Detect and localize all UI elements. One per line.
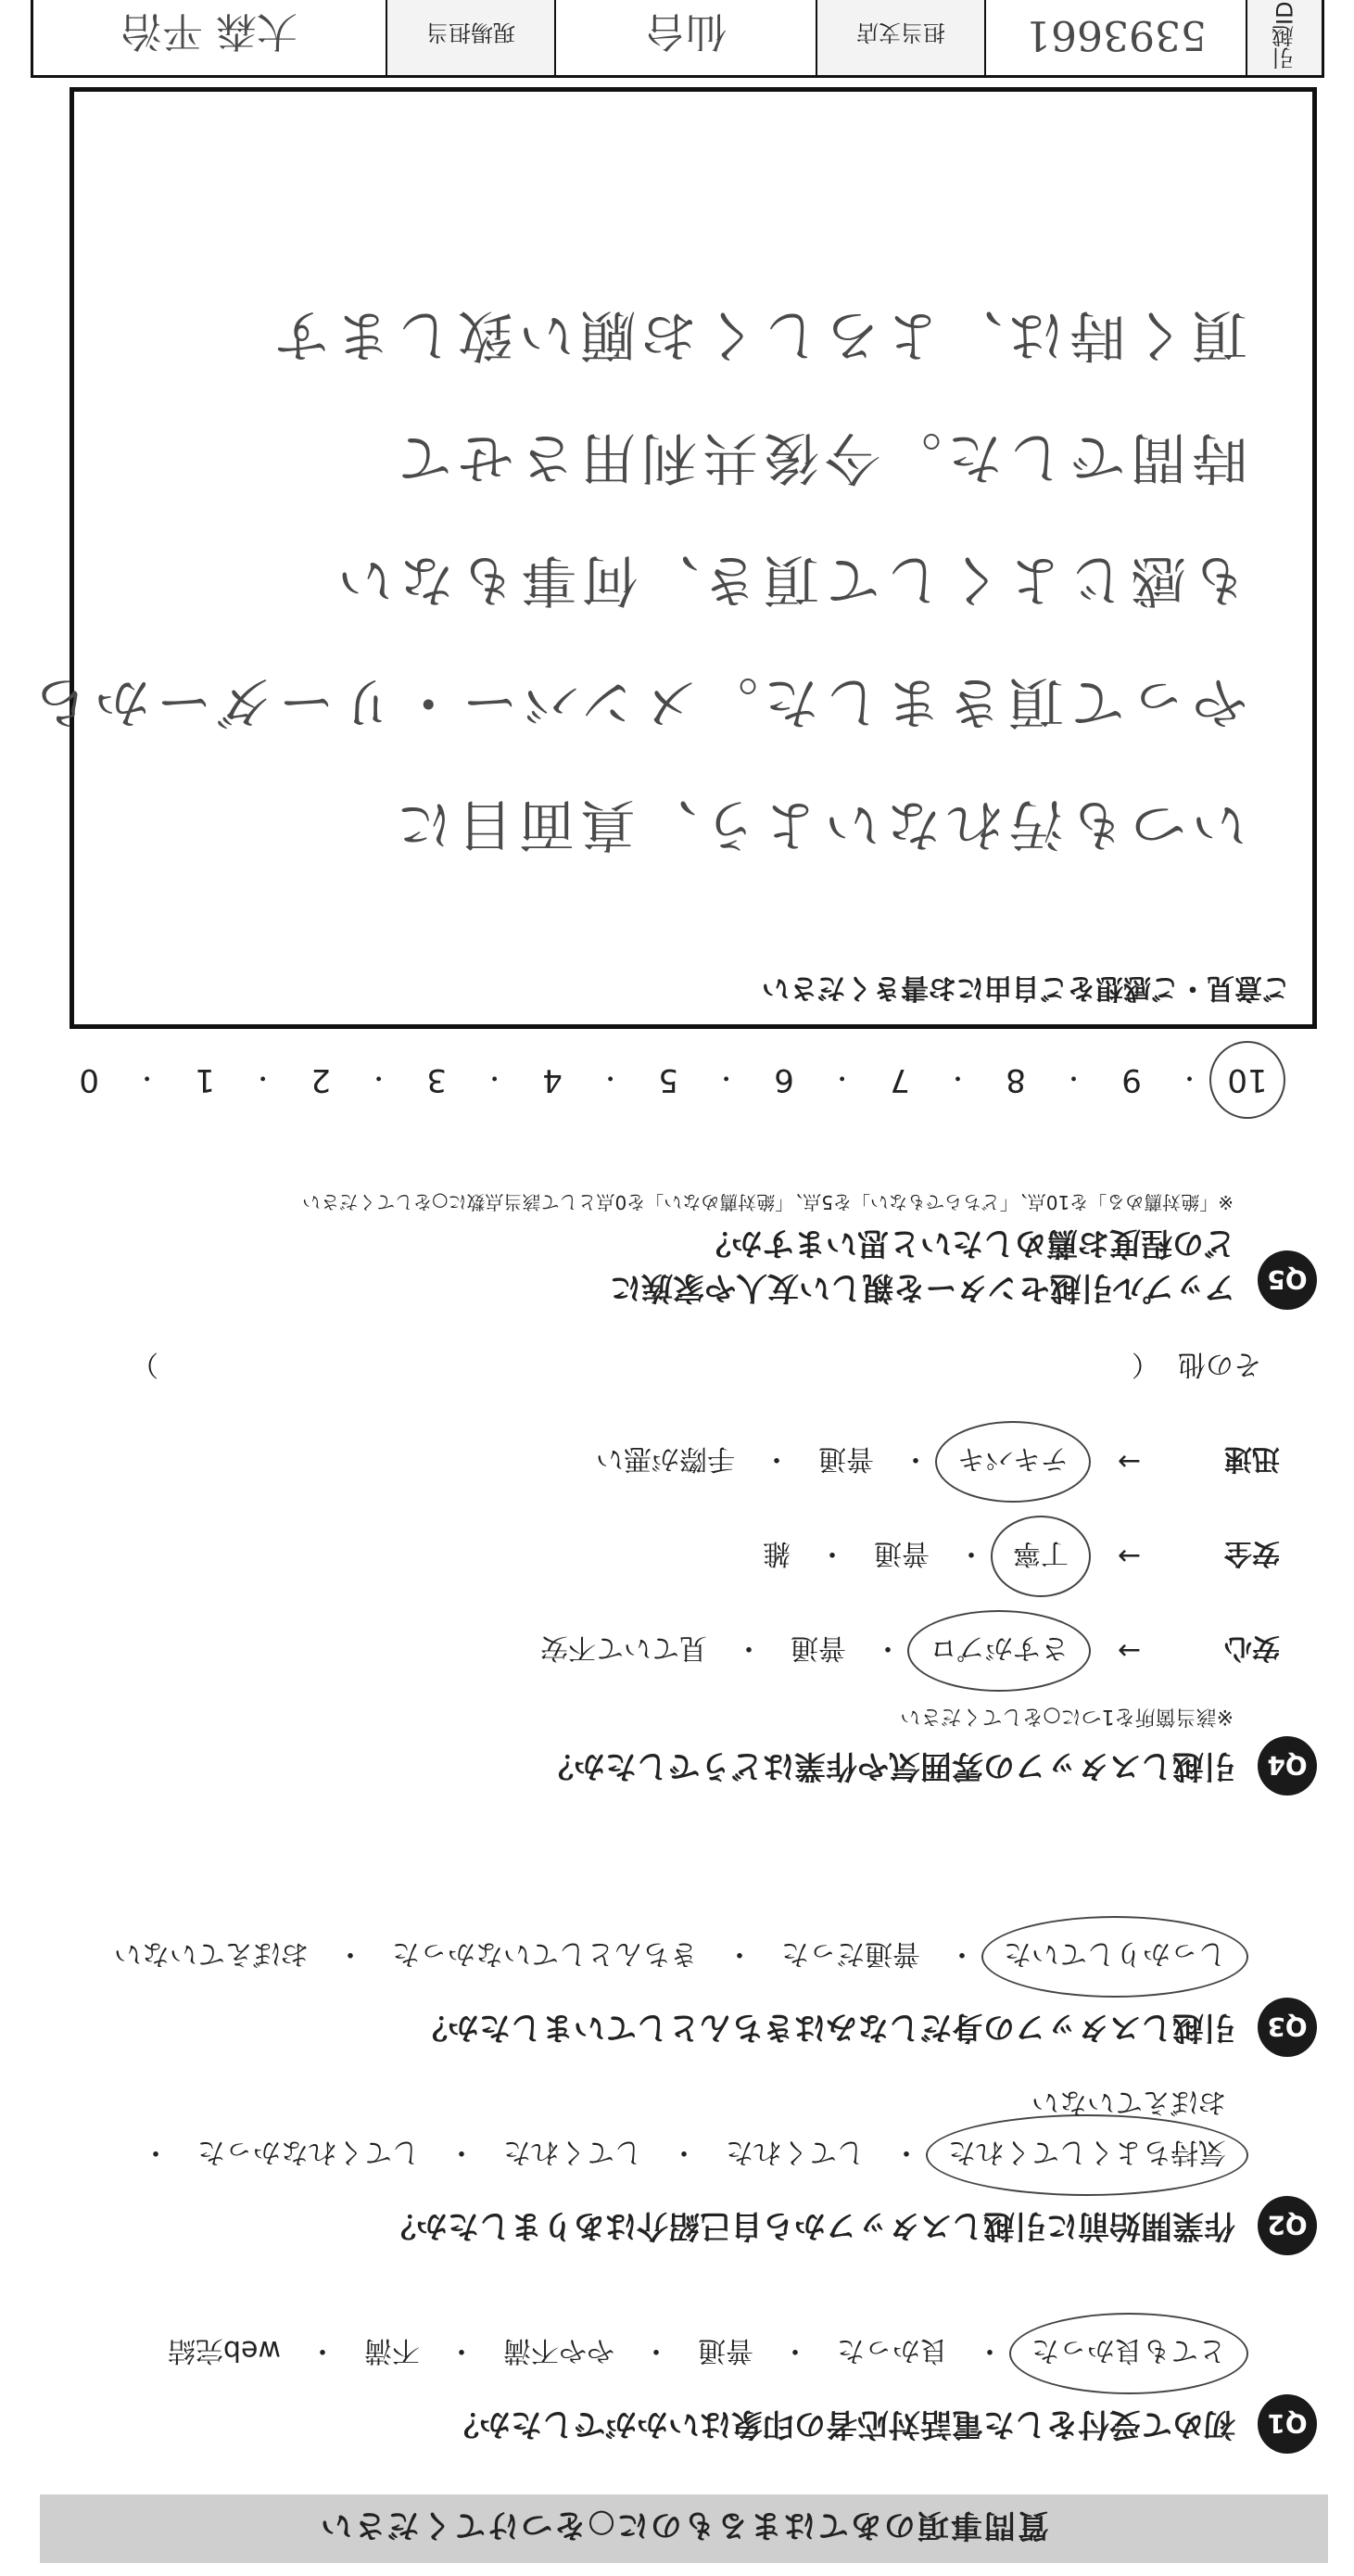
branch-value: 仙台 [554,0,816,75]
q2-options: 気持ちよくしてくれた ・ してくれた ・ してくれた ・ してくれなかった ・ おぼえていない [29,2085,1234,2176]
question-4 [29,1340,1317,1796]
leader-label: 現場担当 [386,0,554,75]
q2-option[interactable]: してくれた [503,2136,642,2168]
q4-badge: Q4 [1258,1736,1317,1796]
scale-point[interactable]: 3 [426,1061,447,1098]
q2-option[interactable]: してくれた [726,2136,865,2168]
q2-option[interactable]: おぼえていない [1031,2086,1226,2118]
q1-badge: Q1 [1258,2394,1317,2454]
q2-option[interactable]: 気持ちよくしてくれた [941,2135,1234,2176]
q4-other-open: （ [1132,1348,1159,1380]
q4-row-label: 迅速 [1224,1442,1280,1475]
scale-point[interactable]: 10 [1224,1061,1271,1098]
q3-badge: Q3 [1258,1998,1317,2057]
q4-note: ※該当箇所を1つに○をしてください [900,1705,1234,1728]
q4-option[interactable]: 普通 [874,1537,930,1569]
q4-option[interactable]: 雑 [763,1537,791,1569]
q4-other-close: ） [131,1348,158,1380]
q4-option[interactable]: 手際が悪い [596,1442,735,1475]
scale-point[interactable]: 0 [79,1061,99,1098]
q2-badge: Q2 [1258,2196,1317,2255]
q4-option[interactable]: 見ていて不安 [540,1631,707,1664]
scale-point[interactable]: 9 [1121,1061,1142,1098]
q4-option[interactable]: さすがプロ [922,1631,1076,1671]
q4-other [29,1340,1261,1394]
footer-table [31,0,1324,78]
question-5 [29,1190,1317,1310]
q4-row-relief: 安心 → さすがプロ ・ 普通 ・ 見ていて不安 [29,1624,1280,1678]
question-3 [29,1936,1317,2057]
arrow-icon: → [1117,1540,1141,1573]
q1-option[interactable]: 良かった [837,2334,948,2367]
q3-option[interactable]: しっかりしていた [996,1936,1234,1977]
question-2 [29,2085,1317,2255]
q2-option[interactable]: してくれなかった [197,2136,420,2168]
q1-option[interactable]: やや不満 [503,2334,614,2367]
q4-option[interactable]: 普通 [791,1631,846,1664]
leader-value: 大森 平治 [121,7,297,55]
q3-option[interactable]: きちんとしていなかった [392,1937,698,1970]
comment-line: も感じよくして頂き、何事もない [332,547,1247,612]
q2-text: 作業開始前に引越しスタッフから自己紹介はありましたか？ [385,2207,1235,2244]
q3-option[interactable]: 普通だった [781,1937,920,1970]
scale-point[interactable]: 2 [310,1061,331,1098]
scale-point[interactable]: 7 [890,1061,910,1098]
q1-option[interactable]: web完結 [167,2334,281,2367]
q5-text-line2: どの程度お薦めしたいと思いますか？ [700,1225,1235,1262]
comment-box[interactable] [28,87,1317,1029]
id-label: 引越ID [1246,0,1322,75]
q3-option[interactable]: おぼえていない [114,1937,309,1970]
q3-options: しっかりしていた ・ 普通だった ・ きちんとしていなかった ・ おぼえていない [29,1936,1234,1977]
q1-option[interactable]: とても良かった [1024,2333,1234,2374]
q5-badge: Q5 [1258,1250,1317,1310]
q3-text: 引越しスタッフの身だしなみはきちんとしていましたか？ [416,2009,1235,2046]
q4-other-label: その他 [1178,1348,1261,1380]
scale-point[interactable]: 5 [658,1061,678,1098]
q4-row-label: 安全 [1224,1537,1280,1569]
q4-text: 引越しスタッフの雰囲気や作業はどうでしたか？ [542,1747,1235,1784]
q4-row-label: 安心 [1224,1631,1280,1664]
comment-title: ご意見・ご感想をご自由にお書きください [762,971,1290,1004]
q1-option[interactable]: 不満 [364,2334,420,2367]
id-value: 5393661 [984,0,1246,75]
arrow-icon: → [1117,1634,1141,1668]
scale-point[interactable]: 1 [195,1061,215,1098]
comment-line: 時間でした。今後共利用させて [391,425,1247,489]
scale-point[interactable]: 8 [1006,1061,1026,1098]
q4-option[interactable]: 丁寧 [1006,1536,1076,1577]
comment-line: いつも汚れないよう、真面目に [391,792,1247,857]
q5-note: ※「絶対薦める」を10点、「どちらでもない」を5点、「絶対薦めない」を0点として該当点数に○をしてください [302,1191,1234,1213]
comment-line: やって頂きました。メンバー・リーダーから [28,669,1247,734]
q1-options: とても良かった ・ 良かった ・ 普通 ・ やや不満 ・ 不満 ・ web完結 [29,2333,1234,2374]
comment-handwriting [28,273,1247,885]
q5-text-line1: アップル引越センターを親しい友人や家族に [610,1269,1235,1306]
q4-option[interactable]: テキパキ [950,1441,1076,1482]
q1-option[interactable]: 普通 [698,2334,753,2367]
q4-row-safety: 安全 → 丁寧 ・ 普通 ・ 雑 [29,1529,1280,1583]
q5-scale: 10 ・ 9 ・ 8 ・ 7 ・ 6 ・ 5 ・ 4 ・ 3 ・ 2 ・ 1 ・ 0 [66,1061,1271,1098]
header-banner: 質問事項のあてはまるものに○をつけてください [40,2494,1328,2563]
q4-row-speed: 迅速 → テキパキ ・ 普通 ・ 手際が悪い [29,1435,1280,1489]
q1-text: 初めて受付をした電話対応者の印象はいかがでしたか？ [448,2405,1235,2443]
arrow-icon: → [1117,1445,1141,1478]
question-1 [29,2333,1317,2454]
branch-label: 担当支店 [816,0,984,75]
scale-point[interactable]: 6 [774,1061,794,1098]
scale-point[interactable]: 4 [542,1061,563,1098]
q4-option[interactable]: 普通 [818,1442,874,1475]
comment-line: 頂く時は、よろしくお願い致します [269,302,1247,367]
